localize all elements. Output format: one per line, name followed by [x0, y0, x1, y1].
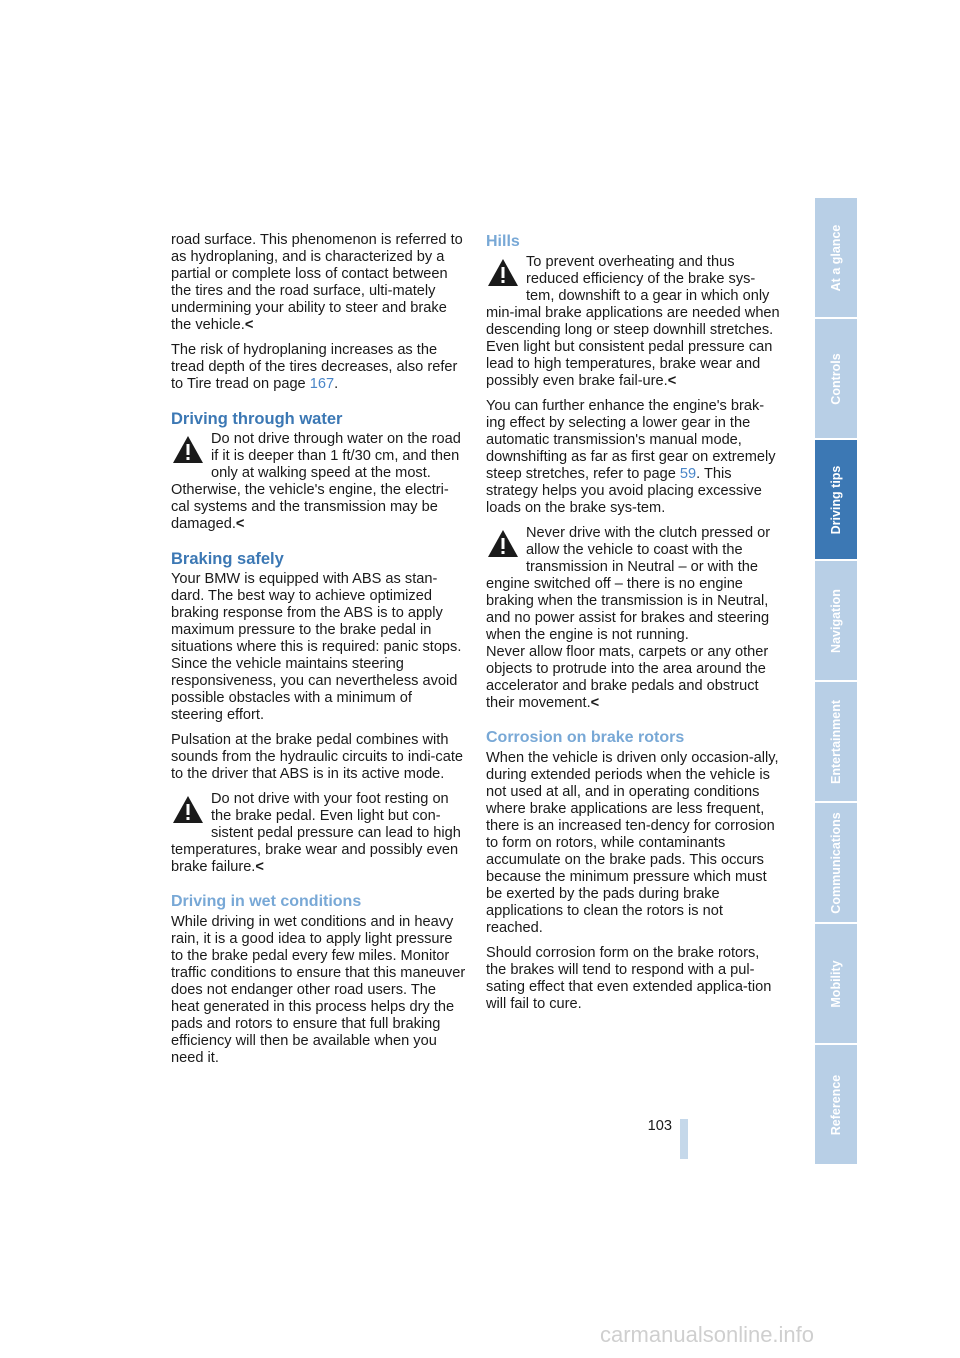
page-link-59[interactable]: 59 — [679, 466, 697, 482]
tab-at-a-glance[interactable]: At a glance — [815, 198, 857, 317]
right-column — [486, 232, 782, 1021]
section-heading-driving-in-wet-conditions: Driving in wet conditions — [171, 893, 362, 910]
warning-triangle-icon — [171, 793, 205, 827]
tab-reference[interactable]: Reference — [815, 1045, 857, 1164]
warning-triangle-icon — [486, 527, 520, 561]
section-heading-corrosion: Corrosion on brake rotors — [486, 729, 685, 746]
warning-brake-pedal: Do not drive with your foot resting on the brake pedal. Even light but con-sistent pedal pressure can lead to high temperatures, brake wear and possibly even brake failure.< — [171, 791, 461, 875]
tab-entertainment[interactable]: Entertainment — [815, 682, 857, 801]
braking-paragraph-1: Your BMW is equipped with ABS as stan-dard. The best way to achieve optimized braking response from the ABS is to apply maximum pressure to the brake pedal in situations where this is required: panic stops. Since the vehicle maintains steering responsiveness, you can nevertheless avoid possible obstacles with a minimum of steering effort. — [171, 571, 462, 723]
intro-paragraph-2: The risk of hydroplaning increases as the tread depth of the tires decreases, also refer to Tire tread on page 167. — [171, 342, 458, 392]
warning-hills: To prevent overheating and thus reduced efficiency of the brake sys-tem, downshift to a gear in which only min-imal brake applications are needed when descending long or steep downhill stretches. Even light but consistent pedal pressure can lead to high temperatures, brake wear and possibly even brake fail-ure.< — [486, 254, 780, 389]
left-column — [171, 232, 467, 1075]
hills-paragraph-1: You can further enhance the engine's brak-ing effect by selecting a lower gear in the automatic transmission's manual mode, downshifting as far as first gear on extremely steep stretches, refer to page 59. This strategy helps you avoid placing excessive loads on the brake sys-tem. — [486, 398, 776, 516]
corrosion-paragraph-2: Should corrosion form on the brake rotors, the brakes will tend to respond with a pul-sating effect that even extended applica-tion will fail to cure. — [486, 945, 772, 1012]
page-number: 103 — [647, 1118, 672, 1134]
wet-paragraph-1: While driving in wet conditions and in heavy rain, it is a good idea to apply light pressure to the brake pedal every few miles. Monitor traffic conditions to ensure that this maneuver does not endanger other road users. The heat generated in this process helps dry the pads and rotors to ensure that full braking efficiency will then be available when you need it. — [171, 914, 466, 1066]
warning-water: Do not drive through water on the road if it is deeper than 1 ft/30 cm, and then only at walking speed at the most. Otherwise, the vehicle's engine, the electri-cal systems and the transmission may be damaged.< — [171, 431, 461, 532]
section-heading-driving-through-water: Driving through water — [171, 410, 343, 428]
section-heading-braking-safely: Braking safely — [171, 550, 284, 568]
corrosion-paragraph-1: When the vehicle is driven only occasion-ally, during extended periods when the vehicle is not used at all, and in operating conditions where brake applications are less frequent, there is an increased ten-dency for corrosion to form on rotors, while contaminants accumulate on the brake pads. This occurs because the minimum pressure which must be exerted by the pads during brake applications to clean the rotors is not reached. — [486, 750, 779, 936]
braking-paragraph-2: Pulsation at the brake pedal combines with sounds from the hydraulic circuits to indi-cate to the driver that ABS is in its active mode. — [171, 732, 464, 782]
page-marker-bar — [680, 1119, 688, 1159]
tab-communications[interactable]: Communications — [815, 803, 857, 922]
section-heading-hills: Hills — [486, 233, 520, 250]
tab-driving-tips[interactable]: Driving tips — [815, 440, 857, 559]
warning-triangle-icon — [171, 433, 205, 467]
page-link-167[interactable]: 167 — [309, 376, 335, 392]
warning-triangle-icon — [486, 256, 520, 290]
chapter-tabs — [815, 198, 857, 1166]
warning-clutch: Never drive with the clutch pressed or allow the vehicle to coast with the transmission in Neutral – or with the engine switched off – there is no engine braking when the transmission is in Neutral, and no power assist for brakes and steering when the engine is not running. Never allow floor mats, carpets or any other objects to protrude into the area around the accelerator and brake pedals and obstruct their movement.< — [486, 525, 771, 711]
tab-mobility[interactable]: Mobility — [815, 924, 857, 1043]
end-mark: < — [244, 317, 254, 333]
intro-paragraph-1: road surface. This phenomenon is referred to as hydroplaning, and is characterized by a partial or complete loss of contact between the tires and the road surface, ulti-mately undermining your ability to steer and brake the vehicle.< — [171, 232, 463, 333]
watermark: carmanualsonline.info — [600, 1322, 815, 1347]
tab-controls[interactable]: Controls — [815, 319, 857, 438]
tab-navigation[interactable]: Navigation — [815, 561, 857, 680]
